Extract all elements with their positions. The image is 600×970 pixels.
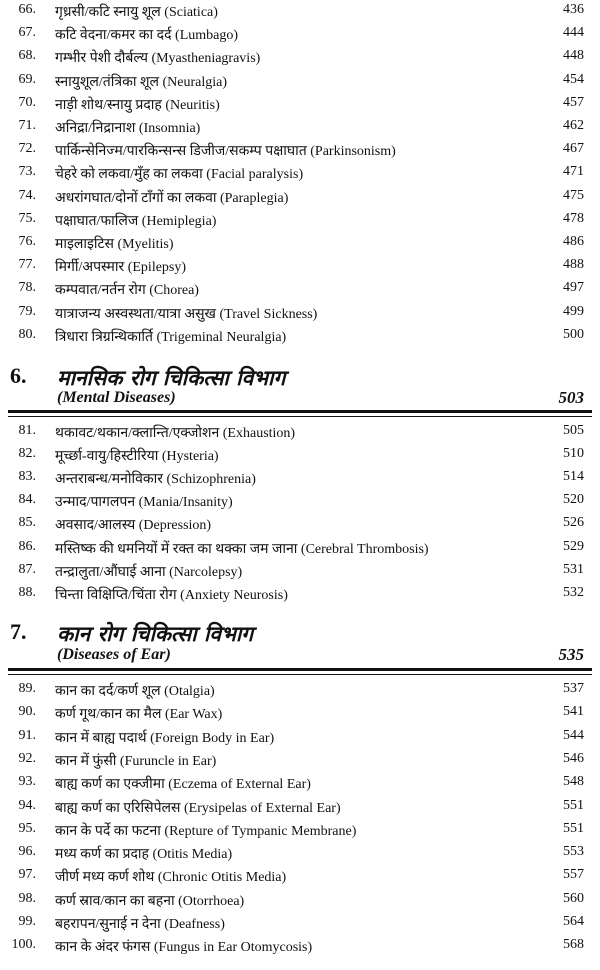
toc-row	[0, 0, 600, 23]
entry-page: 529	[563, 538, 584, 554]
toc-row	[0, 702, 600, 725]
entry-page: 448	[563, 48, 584, 64]
entry-page: 499	[563, 303, 584, 319]
toc-row	[0, 139, 600, 162]
entry-title: अन्तराबन्ध/मनोविकार (Schizophrenia)	[55, 472, 256, 488]
entry-title: कान के अंदर फंगस (Fungus in Ear Otomycosis)	[55, 940, 313, 956]
entry-title: मिर्गी/अपस्मार (Epilepsy)	[55, 260, 187, 276]
entry-title: उन्माद/पागलपन (Mania/Insanity)	[55, 495, 233, 511]
entry-number: 95.	[18, 820, 36, 836]
entry-title: कर्ण गूथ/कान का मैल (Ear Wax)	[55, 707, 223, 723]
toc-row	[0, 726, 600, 749]
section-title-english: (Mental Diseases)	[57, 389, 176, 406]
entry-title: अवसाद/आलस्य (Depression)	[55, 518, 212, 534]
entry-page: 544	[563, 727, 584, 743]
entry-number: 97.	[18, 867, 36, 883]
entry-page: 457	[563, 94, 584, 110]
entry-page: 497	[563, 280, 584, 296]
entry-page: 548	[563, 774, 584, 790]
entry-page: 564	[563, 914, 584, 929]
entry-title: बहरापन/सुनाई न देना (Deafness)	[55, 917, 225, 932]
entry-page: 505	[563, 423, 584, 438]
entry-title: त्रिधारा त्रिग्रन्थिकार्ति (Trigeminal Neuralgia)	[55, 329, 287, 345]
toc-row	[0, 537, 600, 560]
entry-number: 96.	[18, 844, 36, 860]
entry-title: पक्षाघात/फालिज (Hemiplegia)	[55, 213, 217, 229]
entry-number: 89.	[18, 681, 36, 696]
entry-page: 551	[563, 797, 584, 813]
entry-title: कर्ण स्राव/कान का बहना (Otorrhoea)	[55, 893, 245, 909]
toc-row	[0, 467, 600, 490]
entry-number: 83.	[18, 469, 36, 485]
entry-page: 541	[563, 704, 584, 720]
entry-title: गम्भीर पेशी दौर्बल्य (Myastheniagravis)	[55, 51, 261, 67]
entry-title: माइलाइटिस (Myelitis)	[55, 237, 174, 252]
entry-number: 66.	[18, 2, 36, 17]
entry-page: 532	[563, 584, 584, 600]
entry-title: चिन्ता विक्षिप्ति/चिंता रोग (Anxiety Neurosis)	[55, 587, 288, 603]
entry-number: 80.	[18, 326, 36, 342]
toc-row	[0, 796, 600, 819]
divider	[8, 416, 592, 417]
divider	[8, 674, 592, 675]
toc-row	[0, 490, 600, 513]
entry-page: 454	[563, 71, 584, 87]
entry-title: कम्पवात/नर्तन रोग (Chorea)	[55, 283, 199, 299]
entry-number: 85.	[18, 515, 36, 531]
entry-number: 75.	[18, 210, 36, 226]
entry-number: 98.	[18, 890, 36, 906]
entry-page: 568	[563, 937, 584, 953]
entry-number: 71.	[18, 118, 36, 133]
section-page: 535	[558, 645, 584, 664]
entry-page: 553	[563, 844, 584, 860]
entry-page: 546	[563, 750, 584, 766]
entry-page: 462	[563, 118, 584, 133]
entry-title: अनिद्रा/निद्रानाश (Insomnia)	[55, 121, 201, 136]
entry-title: चेहरे को लकवा/मुँह का लकवा (Facial paralysis)	[55, 167, 304, 183]
toc-row	[0, 560, 600, 583]
entry-title: मूर्च्छा-वायु/हिस्टीरिया (Hysteria)	[55, 449, 219, 465]
entry-title: स्नायुशूल/तंत्रिका शूल (Neuralgia)	[55, 74, 228, 90]
entry-title: बाह्य कर्ण का एरिसिपेलस (Erysipelas of External Ear)	[55, 800, 341, 816]
toc-row	[0, 842, 600, 865]
toc-row	[0, 209, 600, 232]
toc-row	[0, 278, 600, 301]
entry-page: 510	[563, 446, 584, 462]
entry-page: 560	[563, 890, 584, 906]
entry-page: 514	[563, 469, 584, 485]
entry-number: 91.	[18, 727, 36, 743]
toc-row	[0, 819, 600, 842]
entry-page: 551	[563, 820, 584, 836]
entry-title: मध्य कर्ण का प्रदाह (Otitis Media)	[55, 847, 233, 863]
toc-row	[0, 162, 600, 185]
entry-number: 81.	[18, 423, 36, 438]
entry-title: कान में बाह्य पदार्थ (Foreign Body in Ear)	[55, 730, 275, 746]
entry-title: नाड़ी शोथ/स्नायु प्रदाह (Neuritis)	[55, 97, 220, 113]
entry-title: कान का दर्द/कर्ण शूल (Otalgia)	[55, 684, 215, 699]
section-number: 7.	[10, 619, 27, 644]
entry-title: गृध्रसी/कटि स्नायु शूल (Sciatica)	[55, 5, 218, 20]
toc-row	[0, 865, 600, 888]
toc-row	[0, 325, 600, 348]
entry-number: 69.	[18, 71, 36, 87]
entry-number: 87.	[18, 561, 36, 577]
section-page: 503	[558, 388, 584, 407]
entry-page: 475	[563, 187, 584, 203]
entry-page: 557	[563, 867, 584, 883]
entry-title: थकावट/थकान/क्लान्ति/एक्जोशन (Exhaustion)	[55, 426, 296, 441]
entry-page: 520	[563, 492, 584, 508]
entry-number: 99.	[18, 914, 36, 929]
entry-page: 526	[563, 515, 584, 531]
entry-page: 531	[563, 561, 584, 577]
entry-number: 68.	[18, 48, 36, 64]
toc-row	[0, 23, 600, 46]
entry-number: 92.	[18, 750, 36, 766]
toc-row	[0, 255, 600, 278]
toc-row	[0, 679, 600, 702]
toc-row	[0, 116, 600, 139]
entry-title: पार्किन्सेनिज्म/पारकिन्सन्स डिजीज/सकम्प पक्षाघात (Parkinsonism)	[55, 144, 396, 160]
toc-row	[0, 889, 600, 912]
section-title-english: (Diseases of Ear)	[57, 646, 171, 663]
entry-page: 471	[563, 164, 584, 180]
toc-row	[0, 421, 600, 444]
entry-page: 500	[563, 326, 584, 342]
entry-number: 74.	[18, 187, 36, 203]
toc-row	[0, 232, 600, 255]
toc-row	[0, 93, 600, 116]
entry-title: अधरांगघात/दोनों टाँगों का लकवा (Paraplegia)	[55, 190, 289, 206]
entry-page: 486	[563, 234, 584, 249]
entry-number: 82.	[18, 446, 36, 462]
entry-title: यात्राजन्य अस्वस्थता/यात्रा असुख (Travel Sickness)	[55, 306, 318, 322]
entry-number: 79.	[18, 303, 36, 319]
divider	[8, 410, 592, 413]
divider	[8, 668, 592, 671]
section-number: 6.	[10, 363, 27, 388]
entry-title: तन्द्रालुता/औंघाई आना (Narcolepsy)	[55, 564, 243, 580]
entry-number: 72.	[18, 141, 36, 157]
entry-number: 73.	[18, 164, 36, 180]
entry-number: 67.	[18, 25, 36, 41]
entry-number: 93.	[18, 774, 36, 790]
toc-row	[0, 583, 600, 606]
toc-row	[0, 302, 600, 325]
entry-page: 537	[563, 681, 584, 696]
entry-number: 88.	[18, 584, 36, 600]
toc-row	[0, 749, 600, 772]
entry-title: मस्तिष्क की धमनियों में रक्त का थक्का जम जाना (Cerebral Thrombosis)	[55, 541, 429, 557]
section-title-hindi: मानसिक रोग चिकित्सा विभाग	[57, 366, 286, 390]
entry-number: 77.	[18, 257, 36, 273]
entry-page: 488	[563, 257, 584, 273]
entry-title: कान में फुंसी (Furuncle in Ear)	[55, 753, 217, 769]
entry-number: 100.	[11, 937, 36, 953]
entry-page: 467	[563, 141, 584, 157]
toc-row	[0, 444, 600, 467]
toc-row	[0, 513, 600, 536]
entry-page: 478	[563, 210, 584, 226]
entry-page: 444	[563, 25, 584, 41]
toc-row	[0, 912, 600, 935]
toc-row	[0, 46, 600, 69]
entry-title: कटि वेदना/कमर का दर्द (Lumbago)	[55, 28, 239, 44]
entry-title: बाह्य कर्ण का एक्जीमा (Eczema of External Ear)	[55, 777, 311, 793]
entry-title: जीर्ण मध्य कर्ण शोथ (Chronic Otitis Media)	[55, 870, 287, 886]
entry-number: 78.	[18, 280, 36, 296]
toc-row	[0, 772, 600, 795]
entry-title: कान के पर्दे का फटना (Repture of Tympanic Membrane)	[55, 823, 357, 839]
entry-number: 84.	[18, 492, 36, 508]
section-title-hindi: कान रोग चिकित्सा विभाग	[57, 622, 254, 646]
entry-page: 436	[563, 2, 584, 17]
entry-number: 76.	[18, 234, 36, 249]
toc-row	[0, 70, 600, 93]
toc-row	[0, 935, 600, 958]
entry-number: 86.	[18, 538, 36, 554]
entry-number: 70.	[18, 94, 36, 110]
entry-number: 90.	[18, 704, 36, 720]
toc-row	[0, 186, 600, 209]
entry-number: 94.	[18, 797, 36, 813]
